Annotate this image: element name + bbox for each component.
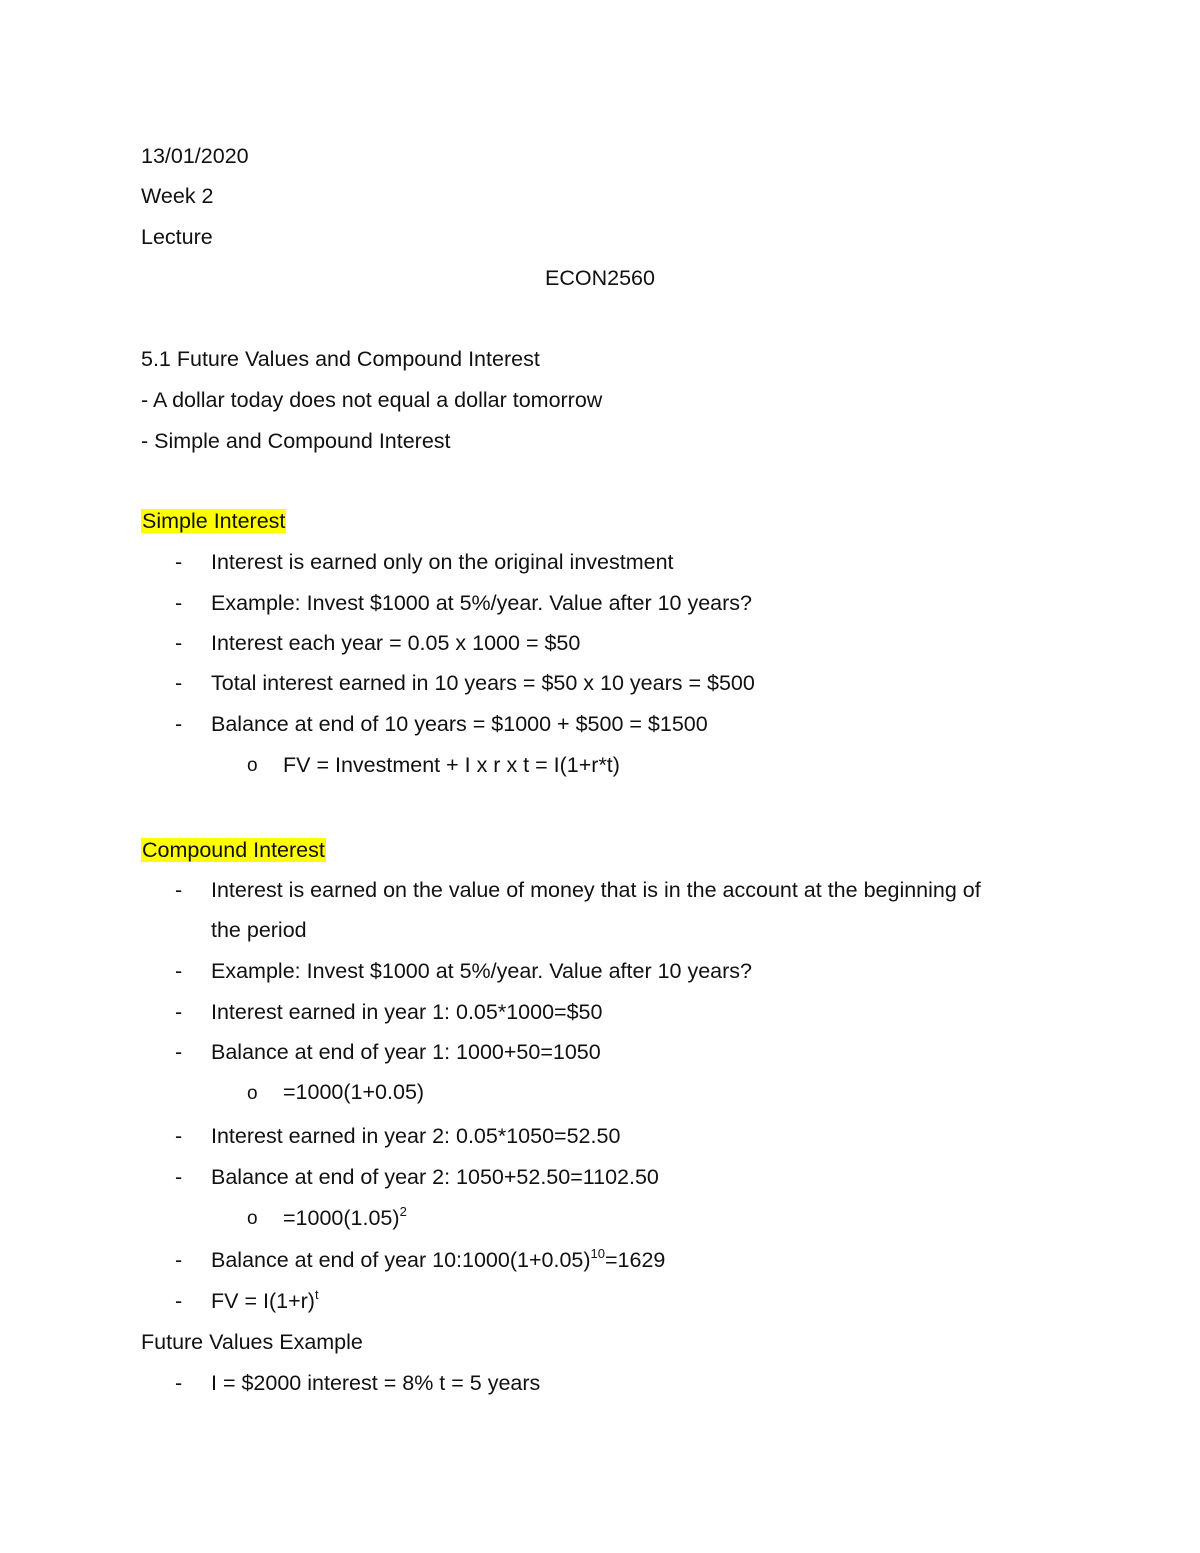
dash-marker: - — [175, 712, 183, 736]
list-item: Total interest earned in 10 years = $50 x 10 years = $500 — [211, 671, 755, 695]
dash-marker: - — [175, 631, 183, 655]
formula-base: Balance at end of year 10:1000(1+0.05) — [211, 1248, 591, 1272]
simple-interest-heading — [141, 507, 286, 535]
list-item-continuation: the period — [211, 918, 307, 942]
formula-exponent: 2 — [399, 1204, 407, 1219]
highlight: Simple Interest — [142, 509, 286, 533]
dash-marker: - — [175, 671, 183, 695]
bullet-marker: o — [247, 755, 258, 776]
dash-marker: - — [175, 1289, 183, 1313]
list-item: Balance at end of year 1: 1000+50=1050 — [211, 1040, 601, 1064]
lecture-week: Week 2 — [141, 184, 214, 208]
lecture-date: 13/01/2020 — [141, 144, 249, 168]
list-item: Balance at end of 10 years = $1000 + $500 = $1500 — [211, 712, 708, 736]
list-item — [211, 1287, 319, 1315]
dash-marker: - — [175, 1371, 183, 1395]
section-point: - Simple and Compound Interest — [141, 429, 451, 453]
dash-marker: - — [175, 959, 183, 983]
list-item: Interest earned in year 1: 0.05*1000=$50 — [211, 1000, 603, 1024]
dash-marker: - — [175, 878, 183, 902]
dash-marker: - — [175, 550, 183, 574]
section-title: 5.1 Future Values and Compound Interest — [141, 347, 540, 371]
sub-item — [283, 1204, 407, 1232]
dash-marker: - — [175, 1248, 183, 1272]
dash-marker: - — [175, 1124, 183, 1148]
simple-interest-formula: FV = Investment + I x r x t = I(1+r*t) — [283, 753, 620, 777]
list-item: I = $2000 interest = 8% t = 5 years — [211, 1371, 541, 1395]
section-point: - A dollar today does not equal a dollar tomorrow — [141, 388, 603, 412]
dash-marker: - — [175, 1000, 183, 1024]
bullet-marker: o — [247, 1208, 258, 1229]
formula-base: =1000(1.05) — [283, 1206, 400, 1230]
formula-exponent: t — [314, 1287, 319, 1302]
list-item: Example: Invest $1000 at 5%/year. Value after 10 years? — [211, 959, 753, 983]
list-item: Interest is earned only on the original investment — [211, 550, 674, 574]
future-values-example-heading: Future Values Example — [141, 1330, 363, 1354]
list-item: Example: Invest $1000 at 5%/year. Value after 10 years? — [211, 591, 753, 615]
compound-interest-heading — [141, 836, 326, 864]
dash-marker: - — [175, 591, 183, 615]
bullet-marker: o — [247, 1083, 258, 1104]
list-item — [211, 1246, 665, 1274]
dash-marker: - — [175, 1165, 183, 1189]
dash-marker: - — [175, 1040, 183, 1064]
list-item: Interest earned in year 2: 0.05*1050=52.50 — [211, 1124, 621, 1148]
list-item: Interest is earned on the value of money that is in the account at the beginning of — [211, 878, 981, 902]
lecture-type: Lecture — [141, 225, 213, 249]
course-code: ECON2560 — [545, 266, 655, 290]
formula-exponent: 10 — [590, 1246, 605, 1261]
formula-tail: =1629 — [604, 1248, 666, 1272]
list-item: Interest each year = 0.05 x 1000 = $50 — [211, 631, 581, 655]
list-item: Balance at end of year 2: 1050+52.50=1102.50 — [211, 1165, 659, 1189]
sub-item: =1000(1+0.05) — [283, 1080, 425, 1104]
highlight: Compound Interest — [142, 838, 325, 862]
formula-base: FV = I(1+r) — [211, 1289, 315, 1313]
